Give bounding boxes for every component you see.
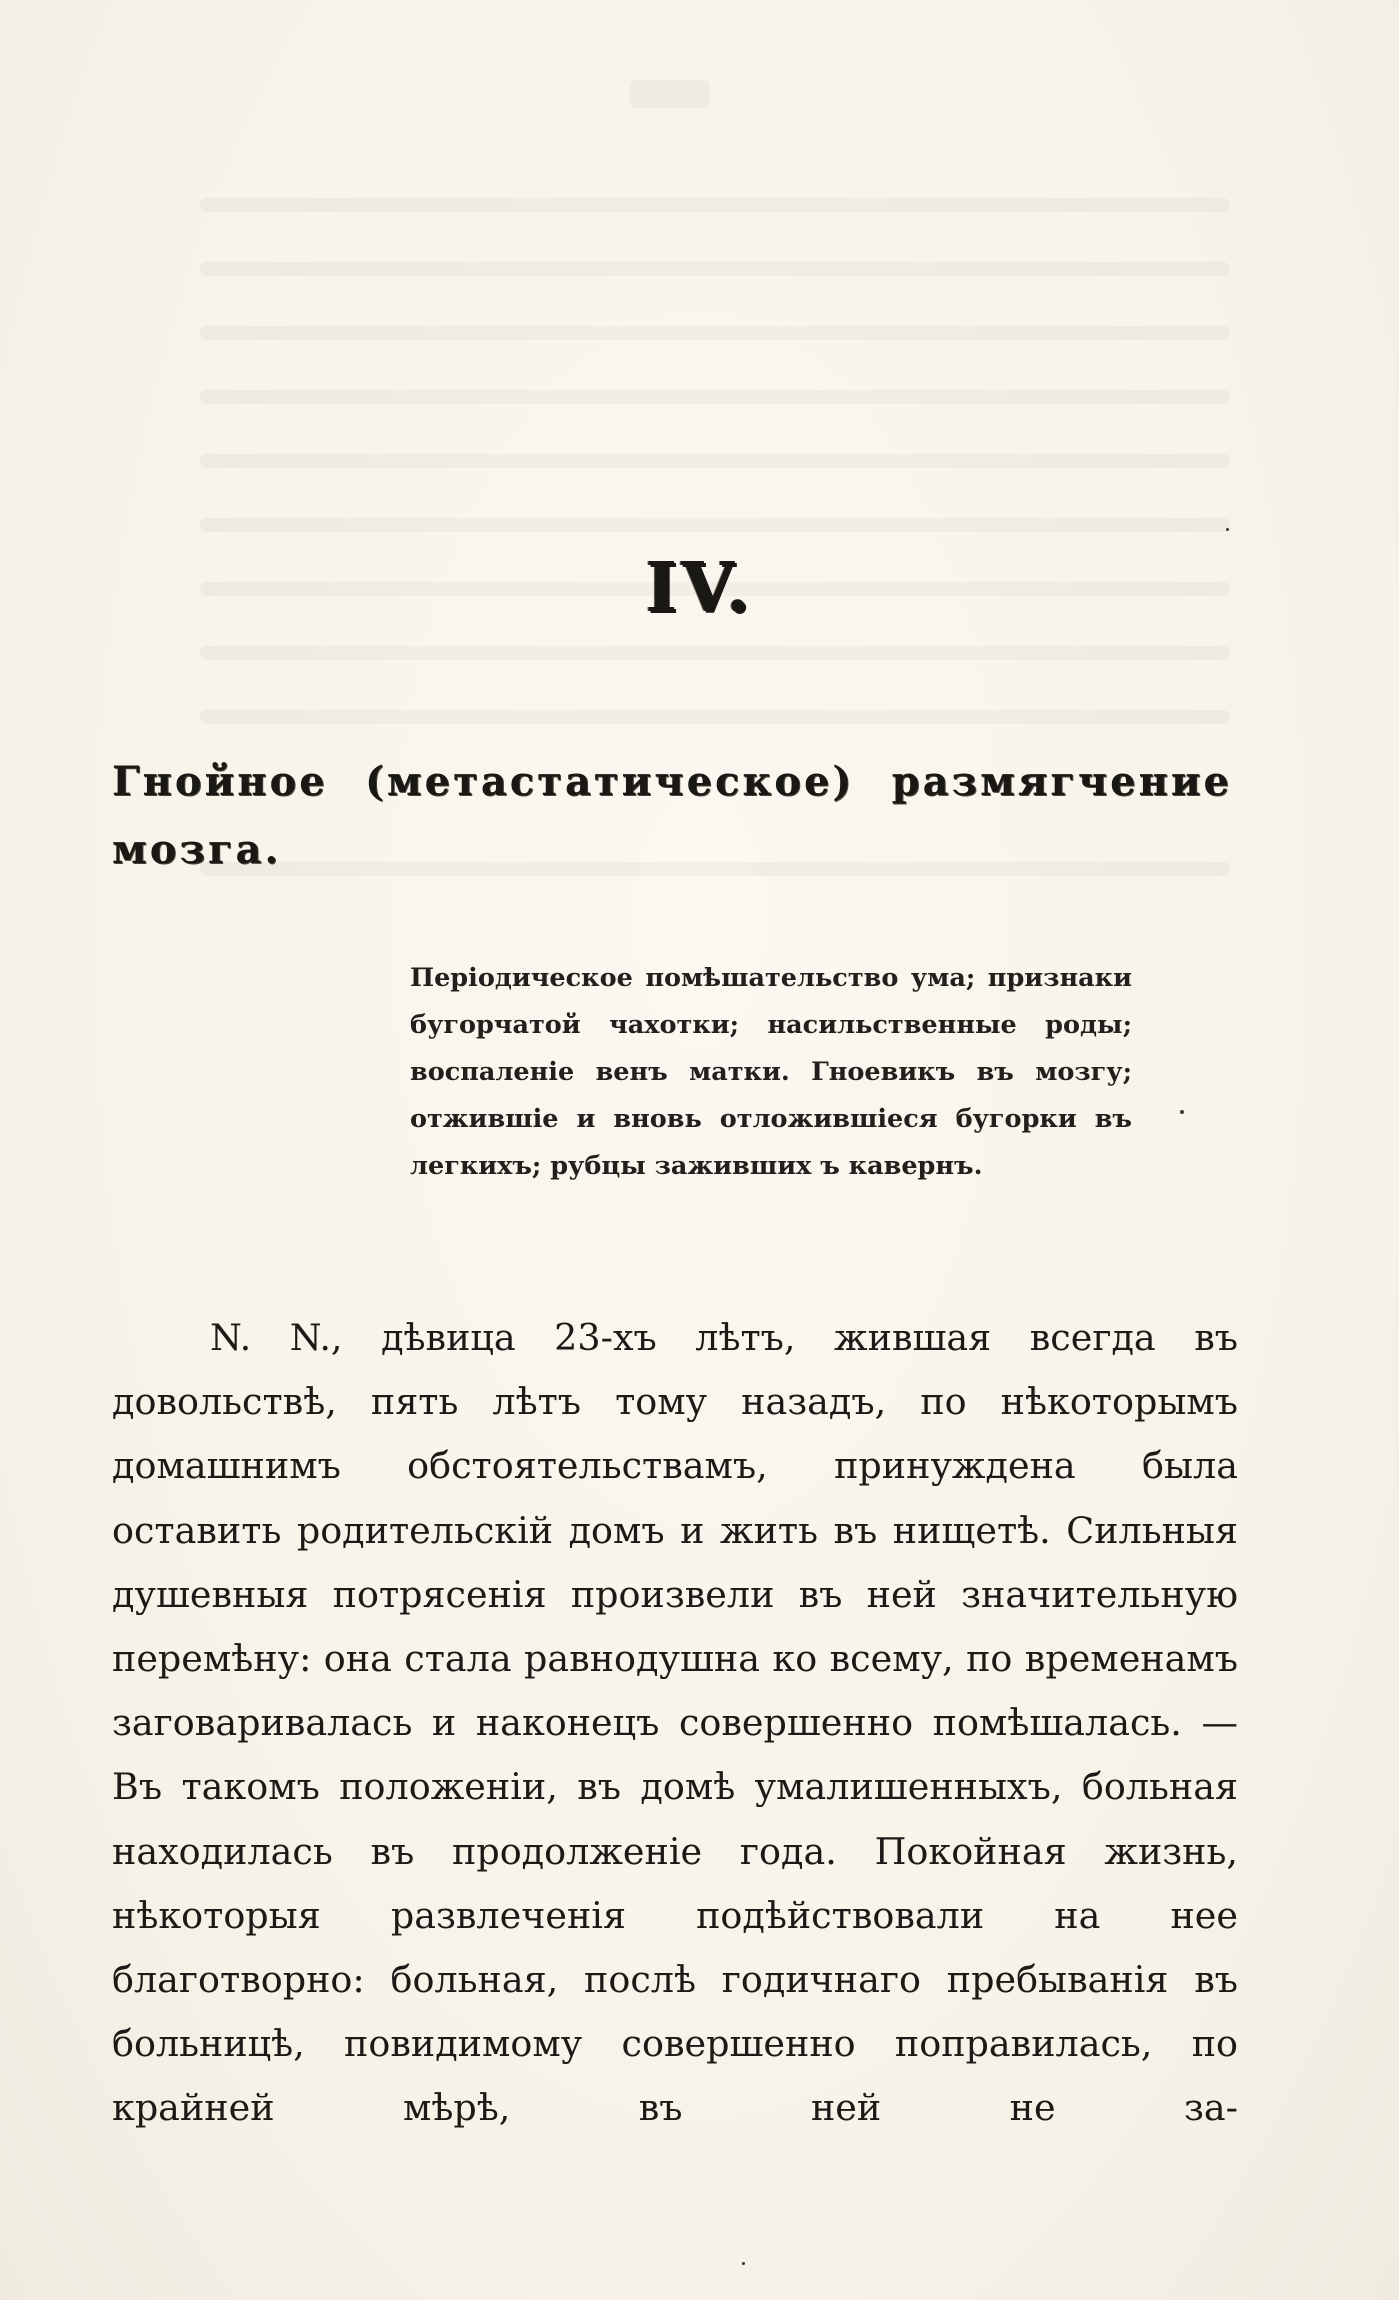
chapter-title: Гнойное (метастатическое) размягчение мозга. bbox=[112, 758, 1232, 873]
print-speck bbox=[1226, 528, 1229, 531]
show-through-line bbox=[200, 390, 1230, 404]
chapter-number: IV. bbox=[645, 548, 754, 628]
print-speck bbox=[1180, 1110, 1184, 1114]
show-through-line bbox=[200, 710, 1230, 724]
print-speck bbox=[742, 2262, 745, 2265]
show-through-line bbox=[200, 646, 1230, 660]
show-through-line bbox=[200, 518, 1230, 532]
show-through-line bbox=[200, 454, 1230, 468]
show-through-page-number bbox=[630, 80, 710, 108]
body-paragraph: N. N., дѣвица 23-хъ лѣтъ, жившая всегда въ довольствѣ, пять лѣтъ тому назадъ, по нѣкоторымъ домашнимъ обстоятельствамъ, принуждена была оставить родительскій домъ и жить въ нищетѣ. Сильныя душевныя потрясенія произвели въ ней значительную перемѣну: она стала равнодушна ко всему, по временамъ заговаривалась и наконецъ совершенно помѣшалась. — Въ такомъ положеніи, въ домѣ умалишенныхъ, больная находилась въ продолженіе года. Покойная жизнь, нѣкоторыя развлеченія подѣйствовали на нее благотворно: больная, послѣ годичнаго пребыванія въ больницѣ, повидимому совершенно поправилась, по крайней мѣрѣ, въ ней не за- bbox=[112, 1316, 1238, 2130]
show-through-line bbox=[200, 198, 1230, 212]
show-through-line bbox=[200, 326, 1230, 340]
show-through-line bbox=[200, 262, 1230, 276]
chapter-summary: Періодическое помѣшательство ума; признаки бугорчатой чахотки; насильственные роды; воспаленіе венъ матки. Гноевикъ въ мозгу; отжившіе и вновь отложившіеся бугорки въ легкихъ; рубцы заживших ъ кавернъ. bbox=[410, 963, 1132, 1181]
